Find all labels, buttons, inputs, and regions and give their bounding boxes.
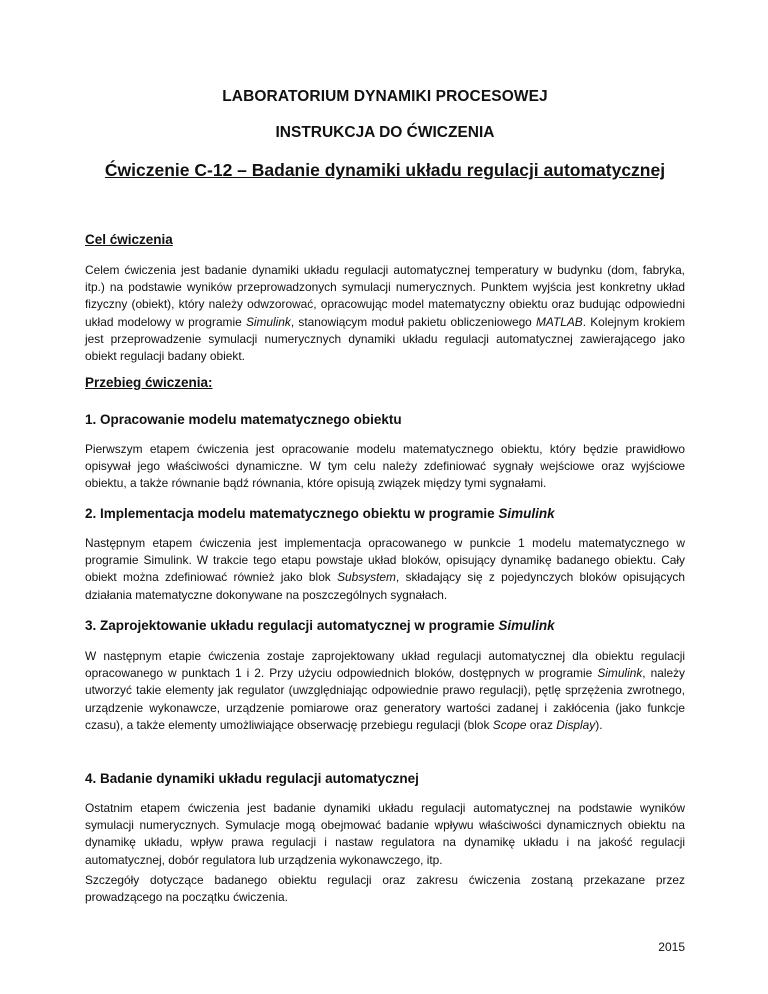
section-3-heading bbox=[85, 618, 685, 633]
section-2-text-a: Następnym etapem ćwiczenia jest implementacja opracowanego w punkcie 1 modelu matematycznego w programie Simulink. W trakcie tego etapu powstaje układ bloków, opisujący dynamikę badanego obiektu. Cały obiekt można zdefiniować również jako blok bbox=[85, 536, 685, 585]
goal-matlab: MATLAB bbox=[536, 314, 583, 329]
goal-text-a: Celem ćwiczenia jest badanie dynamiki układu regulacji automatycznej temperatury w budynku (dom, fabryka, itp.) na podstawie wyników przeprowadzonych symulacji numerycznych. Punktem wyjścia jest konkretny układ fizyczny (obiekt), który należy odwzorować, opracowując model matematyczny obiektu oraz budując odpowiedni układ modelowy w programie bbox=[85, 263, 685, 329]
section-3-display: Display bbox=[556, 717, 596, 732]
section-2-heading bbox=[85, 506, 685, 521]
goal-paragraph bbox=[85, 262, 685, 365]
exercise-title: Ćwiczenie C-12 – Badanie dynamiki układu regulacji automatycznej bbox=[104, 160, 666, 180]
section-2-text-b: , składający się z pojedynczych bloków opisujących działania matematyczne dokonywane na poszczególnych sygnałach. bbox=[85, 570, 685, 602]
course-heading: Przebieg ćwiczenia: bbox=[85, 375, 213, 390]
section-4-text: Ostatnim etapem ćwiczenia jest badanie dynamiki układu regulacji automatycznej na podstawie wyników symulacji numerycznych. Symulacje mogą obejmować badanie wpływu właściwości dynamicznych obiektu na dynamikę układu, wpływ prawa regulacji i nastaw regulatora na dynamikę układu i na jakość regulacji automatycznej, dobór regulatora lub urządzenia wykonawczego, itp. bbox=[85, 801, 685, 867]
goal-simulink: Simulink bbox=[245, 314, 291, 329]
section-1-text: Pierwszym etapem ćwiczenia jest opracowanie modelu matematycznego obiektu, który będzie prawidłowo opisywał jego właściwości dynamiczne. W tym celu należy zdefiniować sygnały wejściowe oraz wyjściowe obiektu, a także równanie bądź równania, które opisują związek między tymi sygnałami. bbox=[85, 442, 685, 491]
instruction-title: INSTRUKCJA DO ĆWICZENIA bbox=[275, 124, 495, 141]
section-4-heading: 4. Badanie dynamiki układu regulacji automatycznej bbox=[85, 771, 419, 786]
section-3-text-d: ). bbox=[595, 717, 603, 732]
goal-heading: Cel ćwiczenia bbox=[85, 232, 173, 247]
section-3-text bbox=[85, 648, 685, 734]
section-1-heading: 1. Opracowanie modelu matematycznego obiektu bbox=[85, 412, 402, 427]
section-3-simulink: Simulink bbox=[597, 666, 643, 681]
section-2-subsystem: Subsystem bbox=[337, 570, 396, 585]
goal-text-c: . Kolejnym krokiem jest przeprowadzenie symulacji numerycznych dynamiki układu regulacji automatycznej zawierającego jako obiekt regulacji badany obiekt. bbox=[85, 314, 685, 364]
section-4-note: Szczegóły dotyczące badanego obiektu regulacji oraz zakresu ćwiczenia zostaną przekazane przez prowadzącego na początku ćwiczenia. bbox=[85, 873, 685, 905]
lab-title: LABORATORIUM DYNAMIKI PROCESOWEJ bbox=[222, 88, 548, 105]
section-3-heading-simulink: Simulink bbox=[498, 618, 555, 633]
section-2-text bbox=[85, 535, 685, 604]
section-2-heading-text: 2. Implementacja modelu matematycznego obiektu w programie bbox=[85, 506, 499, 521]
section-3-text-a: W następnym etapie ćwiczenia zostaje zaprojektowany układ regulacji automatycznej dla obiektu regulacji opracowanego w punktach 1 i 2. Przy użyciu odpowiednich bloków, dostępnych w programie bbox=[85, 649, 685, 681]
footer-year: 2015 bbox=[658, 940, 685, 954]
section-3-text-b: , należy utworzyć takie elementy jak regulator (uwzględniając odpowiednie prawo regulacji), pętlę sprzężenia zwrotnego, urządzenie wykonawcze, urządzenie pomiarowe oraz generatory wartości zadanej i zakłócenia (jako funkcje czasu), a także elementy umożliwiające obserwację przebiegu regulacji (blok bbox=[85, 666, 685, 732]
section-3-scope: Scope bbox=[492, 717, 527, 732]
section-3-text-c: oraz bbox=[526, 717, 557, 732]
section-2-heading-simulink: Simulink bbox=[498, 506, 555, 521]
section-3-heading-text: 3. Zaprojektowanie układu regulacji automatycznej w programie bbox=[85, 618, 499, 633]
goal-text-b: , stanowiącym moduł pakietu obliczeniowego bbox=[290, 314, 537, 329]
